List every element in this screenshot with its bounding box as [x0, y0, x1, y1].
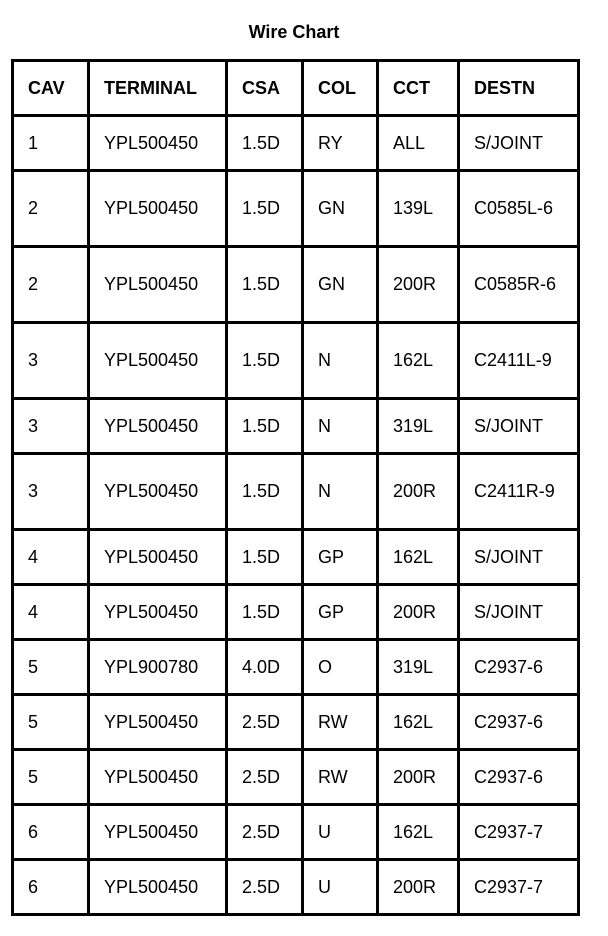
cell-col: GN — [303, 171, 378, 247]
cell-col: U — [303, 805, 378, 860]
cell-cav: 3 — [13, 454, 89, 530]
cell-terminal: YPL500450 — [89, 454, 227, 530]
cell-csa: 2.5D — [227, 860, 303, 915]
cell-cav: 5 — [13, 640, 89, 695]
cell-destn: C2937-6 — [459, 750, 579, 805]
cell-cav: 2 — [13, 171, 89, 247]
table-body — [13, 116, 579, 915]
cell-cav: 1 — [13, 116, 89, 171]
cell-cct: 162L — [378, 323, 459, 399]
cell-csa: 2.5D — [227, 750, 303, 805]
cell-csa: 1.5D — [227, 323, 303, 399]
cell-destn: C0585L-6 — [459, 171, 579, 247]
page-title: Wire Chart — [248, 22, 340, 42]
cell-destn: C0585R-6 — [459, 247, 579, 323]
cell-col: O — [303, 640, 378, 695]
cell-terminal: YPL500450 — [89, 247, 227, 323]
cell-col: U — [303, 860, 378, 915]
cell-terminal: YPL500450 — [89, 399, 227, 454]
column-header-cct: CCT — [378, 61, 459, 116]
table-row — [13, 116, 579, 171]
wire-chart-table — [11, 59, 580, 916]
column-header-col: COL — [303, 61, 378, 116]
cell-cav: 4 — [13, 530, 89, 585]
column-header-csa: CSA — [227, 61, 303, 116]
cell-csa: 2.5D — [227, 805, 303, 860]
cell-cct: 200R — [378, 247, 459, 323]
table-row — [13, 171, 579, 247]
cell-cct: 162L — [378, 805, 459, 860]
cell-destn: C2937-6 — [459, 640, 579, 695]
cell-terminal: YPL500450 — [89, 323, 227, 399]
cell-destn: C2411R-9 — [459, 454, 579, 530]
cell-terminal: YPL500450 — [89, 171, 227, 247]
cell-cav: 5 — [13, 695, 89, 750]
cell-col: GN — [303, 247, 378, 323]
cell-csa: 4.0D — [227, 640, 303, 695]
cell-destn: S/JOINT — [459, 116, 579, 171]
cell-cav: 5 — [13, 750, 89, 805]
cell-cct: 319L — [378, 640, 459, 695]
cell-cav: 3 — [13, 399, 89, 454]
cell-destn: S/JOINT — [459, 530, 579, 585]
cell-cav: 6 — [13, 860, 89, 915]
cell-cct: 162L — [378, 530, 459, 585]
cell-col: GP — [303, 585, 378, 640]
cell-destn: C2937-7 — [459, 860, 579, 915]
cell-destn: C2411L-9 — [459, 323, 579, 399]
cell-csa: 1.5D — [227, 454, 303, 530]
cell-cav: 4 — [13, 585, 89, 640]
table-row — [13, 323, 579, 399]
column-header-destn: DESTN — [459, 61, 579, 116]
table-row — [13, 247, 579, 323]
table-row — [13, 805, 579, 860]
cell-cct: 162L — [378, 695, 459, 750]
cell-csa: 1.5D — [227, 399, 303, 454]
cell-cav: 6 — [13, 805, 89, 860]
cell-terminal: YPL500450 — [89, 805, 227, 860]
table-row — [13, 750, 579, 805]
cell-csa: 1.5D — [227, 585, 303, 640]
cell-cav: 3 — [13, 323, 89, 399]
cell-terminal: YPL500450 — [89, 585, 227, 640]
cell-cct: 319L — [378, 399, 459, 454]
cell-col: RY — [303, 116, 378, 171]
table-row — [13, 585, 579, 640]
cell-col: N — [303, 399, 378, 454]
table-row — [13, 399, 579, 454]
table-row — [13, 695, 579, 750]
cell-cct: 200R — [378, 585, 459, 640]
table-row — [13, 860, 579, 915]
cell-cav: 2 — [13, 247, 89, 323]
cell-cct: 200R — [378, 860, 459, 915]
cell-destn: C2937-7 — [459, 805, 579, 860]
cell-terminal: YPL500450 — [89, 750, 227, 805]
cell-destn: S/JOINT — [459, 399, 579, 454]
table-row — [13, 640, 579, 695]
cell-col: RW — [303, 695, 378, 750]
cell-cct: 200R — [378, 454, 459, 530]
cell-terminal: YPL500450 — [89, 860, 227, 915]
column-header-terminal: TERMINAL — [89, 61, 227, 116]
cell-col: N — [303, 454, 378, 530]
cell-destn: S/JOINT — [459, 585, 579, 640]
table-header-row — [13, 61, 579, 116]
cell-csa: 1.5D — [227, 171, 303, 247]
table-row — [13, 454, 579, 530]
column-header-cav: CAV — [13, 61, 89, 116]
cell-csa: 1.5D — [227, 247, 303, 323]
cell-cct: 139L — [378, 171, 459, 247]
cell-col: N — [303, 323, 378, 399]
cell-terminal: YPL500450 — [89, 116, 227, 171]
cell-col: GP — [303, 530, 378, 585]
cell-csa: 1.5D — [227, 530, 303, 585]
cell-col: RW — [303, 750, 378, 805]
cell-terminal: YPL900780 — [89, 640, 227, 695]
cell-cct: ALL — [378, 116, 459, 171]
cell-cct: 200R — [378, 750, 459, 805]
table-row — [13, 530, 579, 585]
cell-terminal: YPL500450 — [89, 695, 227, 750]
cell-destn: C2937-6 — [459, 695, 579, 750]
cell-terminal: YPL500450 — [89, 530, 227, 585]
cell-csa: 2.5D — [227, 695, 303, 750]
cell-csa: 1.5D — [227, 116, 303, 171]
